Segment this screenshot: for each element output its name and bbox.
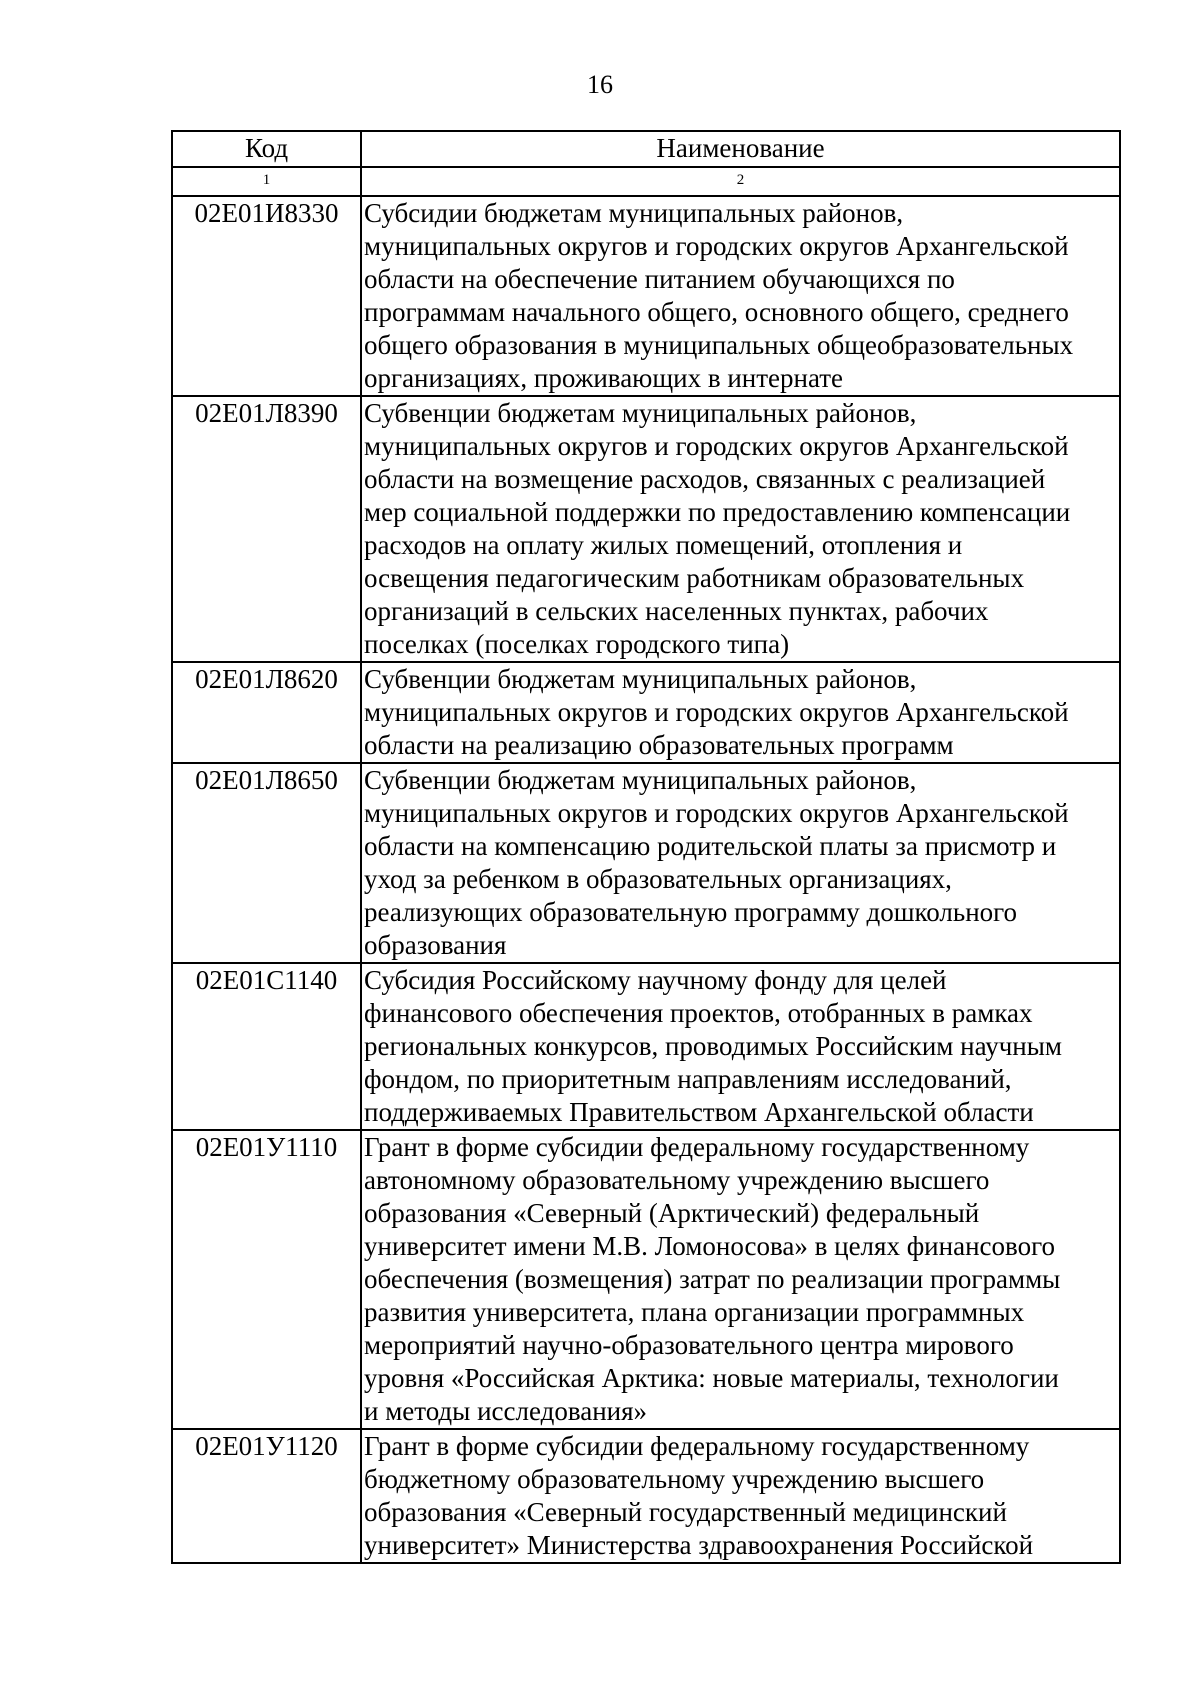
row-name-line: муниципальных округов и городских округов Архангельской	[364, 798, 1069, 828]
table-row	[172, 396, 1120, 662]
row-name-line: региональных конкурсов, проводимых Российским научным	[364, 1031, 1062, 1061]
table-row	[172, 763, 1120, 963]
row-name-line: поддерживаемых Правительством Архангельской области	[364, 1097, 1034, 1127]
row-name-line: расходов на оплату жилых помещений, отопления и	[364, 530, 963, 560]
table-header-row	[172, 131, 1120, 167]
header-name: Наименование	[361, 131, 1120, 167]
row-code: 02Е01Л8390	[172, 396, 361, 662]
row-name-line: Субсидии бюджетам муниципальных районов,	[364, 198, 904, 228]
row-name-line: бюджетному образовательному учреждению высшего	[364, 1464, 985, 1494]
row-name-line: автономному образовательному учреждению высшего	[364, 1165, 990, 1195]
table-row	[172, 1429, 1120, 1563]
row-name	[361, 196, 1120, 396]
row-name-line: освещения педагогическим работникам образовательных	[364, 563, 1025, 593]
row-code: 02Е01У1120	[172, 1429, 361, 1563]
row-code: 02Е01Л8650	[172, 763, 361, 963]
row-name	[361, 396, 1120, 662]
column-number-code: 1	[172, 167, 361, 196]
row-name-line: образования	[364, 930, 507, 960]
row-name-line: фондом, по приоритетным направлениям исследований,	[364, 1064, 1012, 1094]
row-name-line: организаций в сельских населенных пунктах, рабочих	[364, 596, 989, 626]
row-name-line: уровня «Российская Арктика: новые материалы, технологии	[364, 1363, 1059, 1393]
row-name-line: реализующих образовательную программу дошкольного	[364, 897, 1018, 927]
header-code: Код	[172, 131, 361, 167]
row-name	[361, 1130, 1120, 1429]
row-code: 02Е01И8330	[172, 196, 361, 396]
row-name-line: университет» Министерства здравоохранения Российской	[364, 1530, 1034, 1560]
row-name-line: и методы исследования»	[364, 1396, 648, 1426]
row-name-line: области на реализацию образовательных программ	[364, 730, 954, 760]
page-number: 16	[587, 70, 613, 99]
row-name-line: общего образования в муниципальных общеобразовательных	[364, 330, 1074, 360]
row-name	[361, 963, 1120, 1130]
row-name-line: муниципальных округов и городских округов Архангельской	[364, 697, 1069, 727]
row-name-line: области на возмещение расходов, связанных с реализацией	[364, 464, 1046, 494]
table-row	[172, 963, 1120, 1130]
table-row	[172, 196, 1120, 396]
row-name-line: организациях, проживающих в интернате	[364, 363, 844, 393]
row-code: 02Е01Л8620	[172, 662, 361, 763]
column-numbering-row	[172, 167, 1120, 196]
row-name-line: мероприятий научно-образовательного центра мирового	[364, 1330, 1014, 1360]
row-name-line: Грант в форме субсидии федеральному государственному	[364, 1132, 1030, 1162]
row-name	[361, 662, 1120, 763]
row-name-line: Субсидия Российскому научному фонду для целей	[364, 965, 947, 995]
row-code: 02Е01С1140	[172, 963, 361, 1130]
row-name-line: поселках (поселках городского типа)	[364, 629, 790, 659]
row-name-line: области на компенсацию родительской платы за присмотр и	[364, 831, 1057, 861]
row-name-line: образования «Северный (Арктический) федеральный	[364, 1198, 980, 1228]
row-name-line: развития университета, плана организации программных	[364, 1297, 1025, 1327]
row-name-line: образования «Северный государственный медицинский	[364, 1497, 1007, 1527]
column-number-name: 2	[361, 167, 1120, 196]
row-name-line: Субвенции бюджетам муниципальных районов,	[364, 765, 917, 795]
row-name-line: Грант в форме субсидии федеральному государственному	[364, 1431, 1030, 1461]
row-name-line: финансового обеспечения проектов, отобранных в рамках	[364, 998, 1033, 1028]
table-row	[172, 662, 1120, 763]
row-name-line: мер социальной поддержки по предоставлению компенсации	[364, 497, 1071, 527]
row-name-line: Субвенции бюджетам муниципальных районов,	[364, 398, 917, 428]
row-name	[361, 1429, 1120, 1563]
row-name-line: уход за ребенком в образовательных организациях,	[364, 864, 952, 894]
row-name-line: области на обеспечение питанием обучающихся по	[364, 264, 955, 294]
row-name-line: обеспечения (возмещения) затрат по реализации программы	[364, 1264, 1061, 1294]
budget-code-table	[171, 130, 1121, 1564]
row-name-line: программам начального общего, основного общего, среднего	[364, 297, 1069, 327]
row-name-line: Субвенции бюджетам муниципальных районов,	[364, 664, 917, 694]
table-row	[172, 1130, 1120, 1429]
row-code: 02Е01У1110	[172, 1130, 361, 1429]
row-name-line: муниципальных округов и городских округов Архангельской	[364, 431, 1069, 461]
row-name-line: университет имени М.В. Ломоносова» в целях финансового	[364, 1231, 1055, 1261]
row-name-line: муниципальных округов и городских округов Архангельской	[364, 231, 1069, 261]
row-name	[361, 763, 1120, 963]
